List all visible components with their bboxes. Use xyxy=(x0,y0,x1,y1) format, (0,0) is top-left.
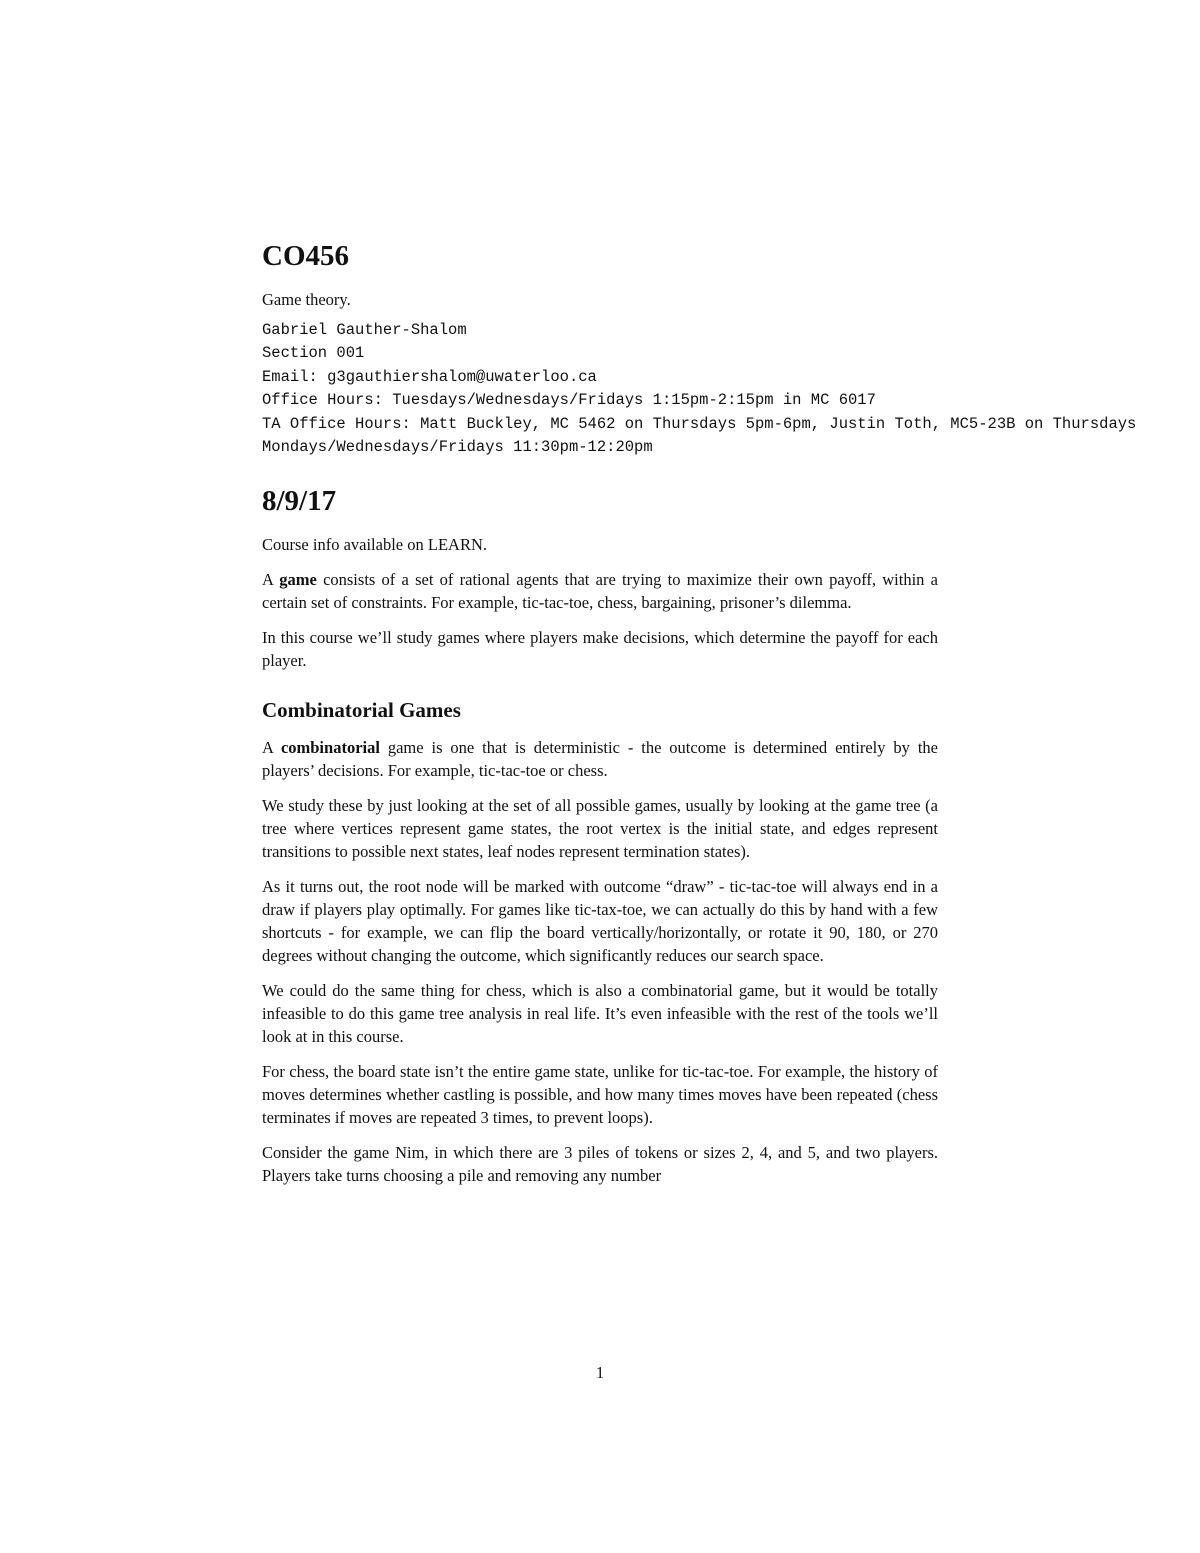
nim-paragraph: Consider the game Nim, in which there are 3 piles of tokens or sizes 2, 4, and 5, and two players. Players take turns choosing a pile and removing any number xyxy=(262,1143,938,1186)
text-run: A xyxy=(262,738,281,758)
chess-state-paragraph: For chess, the board state isn’t the entire game state, unlike for tic-tac-toe. For example, the history of moves determines whether castling is possible, and how many times moves have been repeated (chess terminates if moves are repeated 3 times, to prevent loops). xyxy=(262,1062,938,1128)
course-scope-paragraph: In this course we’ll study games where players make decisions, which determine the payoff for each player. xyxy=(262,628,938,671)
combinatorial-definition-paragraph xyxy=(262,736,938,782)
office-hours: Office Hours: Tuesdays/Wednesdays/Fridays 1:15pm-2:15pm in MC 6017 xyxy=(262,391,876,410)
instructor-name: Gabriel Gauther-Shalom xyxy=(262,321,467,339)
term-combinatorial: combinatorial xyxy=(280,738,380,758)
text-run: game is one that is deterministic - the outcome is determined entirely by the players’ decisions. For example, tic-tac-toe or chess. xyxy=(262,738,938,781)
document-subtitle: Game theory. xyxy=(262,290,351,309)
lecture-times: Mondays/Wednesdays/Fridays 11:30pm-12:20pm xyxy=(262,438,653,457)
tic-tac-toe-paragraph: As it turns out, the root node will be marked with outcome “draw” - tic-tac-toe will always end in a draw if players play optimally. For games like tic-tax-toe, we can actually do this by hand with a few shortcuts - for example, we can flip the board vertically/horizontally, or rotate it 90, 180, or 270 degrees without changing the outcome, which significantly reduces our search space. xyxy=(262,877,938,966)
page-number: 1 xyxy=(595,1363,605,1382)
text-run: A xyxy=(262,570,280,590)
chess-feasibility-paragraph: We could do the same thing for chess, which is also a combinatorial game, but it would be totally infeasible to do this game tree analysis in real life. It’s even infeasible with the rest of the tools we’ll look at in this course. xyxy=(262,981,938,1047)
ta-office-hours: TA Office Hours: Matt Buckley, MC 5462 on Thursdays 5pm-6pm, Justin Toth, MC5-23B on Thursdays xyxy=(262,414,1137,433)
course-info-block xyxy=(262,319,1137,459)
document-title: CO456 xyxy=(262,240,349,272)
text-run: consists of a set of rational agents that are trying to maximize their own payoff, within a certain set of constraints. For example, tic-tac-toe, chess, bargaining, prisoner’s dilemma. xyxy=(262,570,938,613)
date-heading: 8/9/17 xyxy=(262,485,337,518)
instructor-email: Email: g3gauthiershalom@uwaterloo.ca xyxy=(262,367,597,386)
term-game: game xyxy=(279,570,317,590)
section-heading: Combinatorial Games xyxy=(262,698,461,723)
course-info-paragraph: Course info available on LEARN. xyxy=(262,535,487,555)
game-definition-paragraph xyxy=(262,568,938,614)
section-number: Section 001 xyxy=(262,344,365,363)
game-tree-paragraph: We study these by just looking at the set of all possible games, usually by looking at the game tree (a tree where vertices represent game states, the root vertex is the initial state, and edges represent transitions to possible next states, leaf nodes represent termination states). xyxy=(262,796,938,862)
document-body xyxy=(262,238,1137,1199)
